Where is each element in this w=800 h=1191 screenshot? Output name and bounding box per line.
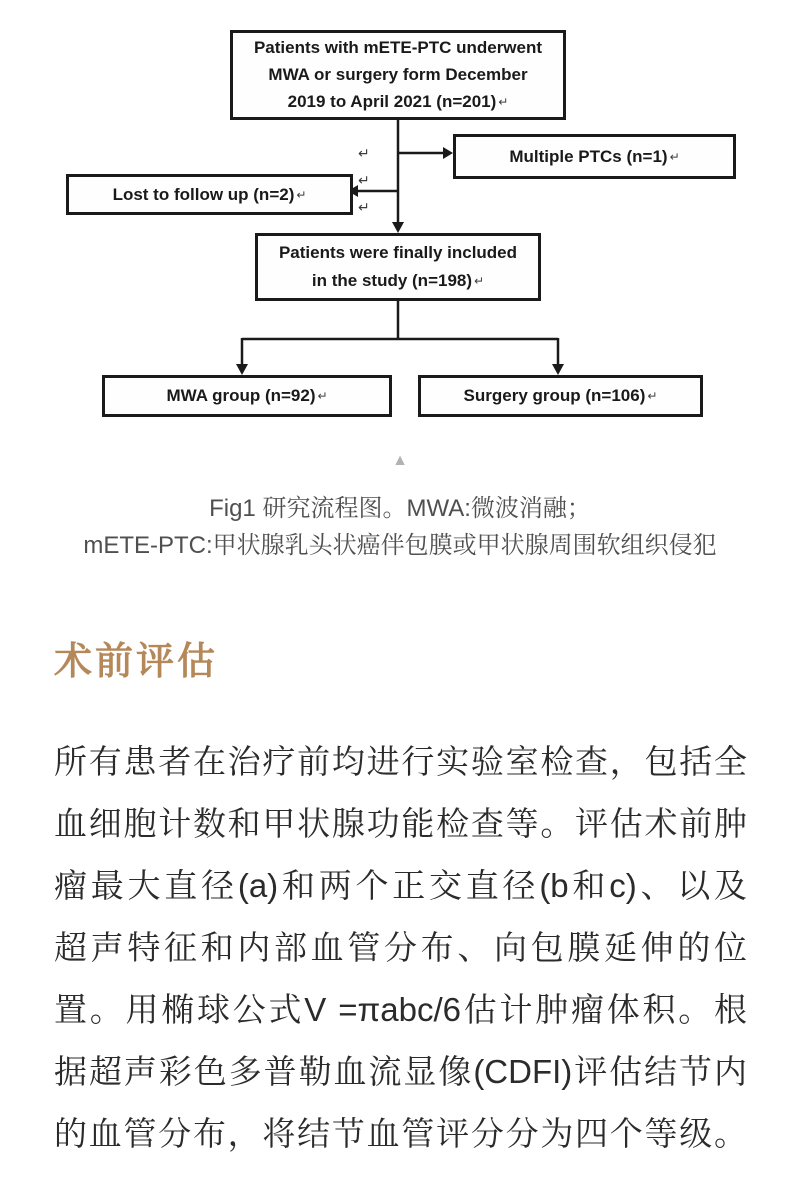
return-mark-icon: ↵	[358, 145, 370, 161]
body-text-line: 所有患者在治疗前均进行实验室检查，包括全	[54, 743, 747, 780]
return-mark-icon: ↵	[647, 389, 658, 403]
collapse-figure-icon[interactable]: ▲	[392, 452, 408, 469]
body-text-line: 超声特征和内部血管分布、向包膜延伸的位	[54, 929, 747, 966]
return-mark-icon: ↵	[317, 389, 328, 403]
figure-caption-line2: mETE-PTC:甲状腺乳头状癌伴包膜或甲状腺周围软组织侵犯	[83, 532, 717, 559]
box-text-line: MWA group (n=92) ↵	[166, 386, 328, 405]
figure-caption	[40, 490, 760, 564]
body-text-line: 的血管分布，将结节血管评分分为四个等级。	[54, 1115, 747, 1152]
body-paragraph	[54, 731, 747, 1165]
flowchart-box-mwa-group	[102, 375, 392, 417]
return-mark-icon: ↵	[358, 199, 370, 215]
flowchart-box-multiple-ptcs	[453, 134, 736, 179]
return-mark-icon: ↵	[669, 149, 680, 164]
flowchart-box-finally-included	[255, 233, 541, 301]
body-text-line: 据超声彩色多普勒血流显像(CDFI)评估结节内	[54, 1053, 747, 1090]
flowchart-box-patients-underwent	[230, 30, 566, 120]
study-flowchart-figure	[0, 0, 800, 440]
figure-caption-line1: Fig1 研究流程图。MWA:微波消融；	[209, 495, 591, 522]
return-mark-icon: ↵	[296, 187, 307, 202]
body-text-line: 置。用椭球公式V =πabc/6估计肿瘤体积。根	[54, 991, 747, 1028]
box-text-line: Lost to follow up (n=2) ↵	[112, 184, 307, 204]
body-text-line: 瘤最大直径(a)和两个正交直径(b和c)、以及	[54, 867, 747, 904]
return-mark-icon: ↵	[498, 95, 509, 109]
box-text-line: 2019 to April 2021 (n=201) ↵	[287, 92, 509, 111]
box-text-line: Patients with mETE-PTC underwent	[253, 38, 543, 57]
return-mark-icon: ↵	[474, 274, 485, 288]
section-heading: 术前评估	[54, 641, 219, 683]
flowchart-box-lost-to-followup	[66, 174, 353, 215]
return-mark-icon: ↵	[358, 172, 370, 188]
box-text-line: MWA or surgery form December	[268, 65, 528, 84]
flowchart-box-surgery-group	[418, 375, 703, 417]
box-text-line: Surgery group (n=106) ↵	[463, 386, 658, 405]
box-text-line: in the study (n=198) ↵	[311, 271, 485, 290]
box-text-line: Multiple PTCs (n=1) ↵	[509, 146, 680, 166]
box-text-line: Patients were finally included	[278, 243, 518, 262]
body-text-line: 血细胞计数和甲状腺功能检查等。评估术前肿	[54, 805, 747, 842]
